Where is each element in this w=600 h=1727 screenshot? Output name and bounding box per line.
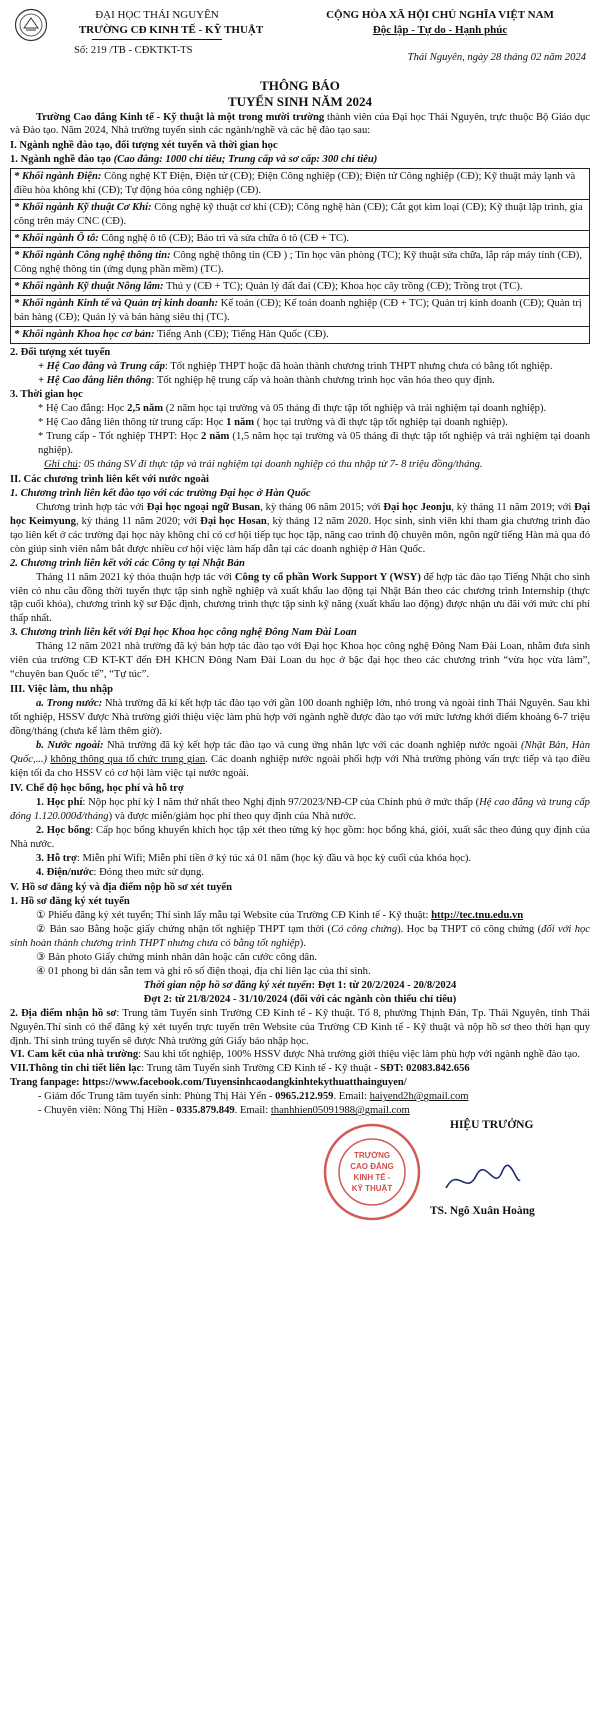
signer-title: HIỆU TRƯỞNG: [450, 1119, 534, 1132]
staff-phone: 0335.879.849: [176, 1105, 235, 1117]
doc-item-4: ④ 01 phong bì dán sẵn tem và ghi rõ số điện thoại, địa chỉ liên lạc của thí sinh.: [36, 965, 371, 977]
majors-row: [11, 279, 590, 296]
major-group-list: Tiếng Anh (CĐ); Tiếng Hàn Quốc (CĐ).: [154, 329, 329, 341]
document-title: [10, 78, 590, 111]
partner-name: Đại học ngoại ngữ Busan: [146, 501, 261, 513]
utilities-text: : Đóng theo mức sử dụng.: [93, 866, 204, 878]
signature-block: [10, 1118, 590, 1218]
intro-paragraph: [10, 111, 590, 139]
duration-college-c: (2 năm học tại trường và 05 tháng đi thực tập tốt nghiệp và trải nghiệm tại doanh nghiệp).: [163, 402, 547, 414]
tuition-amount: Hệ cao đẳng và trung cấp đóng 1.120.000đ/tháng: [10, 797, 590, 822]
paragraph-text: để hợp tác đào tạo Tiếng Nhật cho sinh viên có nhu cầu đồng thời tuyển thực tập sinh nghề nghiệp và xuất khẩu lao động tại Nhật Bản theo các chương trình Internship (thực tập cuối khóa), chương trình kỹ sư Đặc định, chương trình thực tập sinh kỹ năng (xuất khẩu lao động) được nhận ưu đãi với mức chi phí thấp nhất.: [10, 571, 591, 625]
commitment-text: : Sau khi tốt nghiệp, 100% HSSV được Nhà trường giới thiệu việc làm phù hợp với ngành nghề đào tạo.: [138, 1049, 580, 1061]
school-name: TRƯỜNG CĐ KINH TẾ - KỸ THUẬT: [78, 23, 264, 36]
major-group-label: * Khối ngành Kỹ thuật Nông lâm:: [14, 281, 164, 293]
header-divider: [92, 39, 222, 40]
doc-item-3: ③ Bản photo Giấy chứng minh nhân dân hoặc căn cước công dân.: [36, 951, 318, 963]
duration-intermediate-years: 2 năm: [201, 430, 230, 442]
doc-item-2-a: ② Bản sao Bằng hoặc giấy chứng nhận tốt nghiệp THPT tạm thời (: [36, 923, 332, 935]
applicant-transfer: [10, 374, 590, 388]
jobs-abroad: [10, 739, 590, 781]
jobs-domestic-label: a. Trong nước:: [36, 698, 103, 710]
applicant-transfer-label: + Hệ Cao đẳng liên thông: [38, 374, 152, 386]
majors-cell: [11, 296, 590, 327]
partner-name: Đại học Jeonju: [383, 501, 452, 513]
director-email-label: . Email:: [333, 1091, 370, 1103]
jobs-abroad-text-1: Nhà trường đã ký kết hợp tác đào tạo và cung ứng nhân lực với các doanh nghiệp nước ngoài: [103, 740, 521, 752]
duration-intermediate-a: * Trung cấp - Tốt nghiệp THPT: Học: [38, 430, 201, 442]
applicant-college-label: + Hệ Cao đẳng và Trung cấp: [38, 361, 165, 372]
issue-date: Thái Nguyên, ngày 28 tháng 02 năm 2024: [407, 52, 586, 64]
fanpage-line[interactable]: Trang fanpage: https://www.facebook.com/Tuyensinhcaodangkinhtekythuatthainguyen/: [10, 1077, 407, 1089]
majors-cell: [11, 279, 590, 296]
duration-transfer-a: * Hệ Cao đẳng liên thông từ trung cấp: Học: [38, 416, 227, 428]
contact-paragraph: [10, 1062, 590, 1076]
deadline-label: Thời gian nộp hồ sơ đăng ký xét tuyển: [143, 979, 312, 991]
section-2-heading: II. Các chương trình liên kết với nước ngoài: [10, 473, 209, 485]
staff-email-label: . Email:: [234, 1105, 271, 1117]
contact-number: VII.: [10, 1063, 29, 1075]
major-group-list: Kế toán (CĐ); Kế toán doanh nghiệp (CĐ + TC); Quản trị kinh doanh (CĐ); Quản trị bán hàng (CĐ); Quản lý và bán hàng siêu thị (TC).: [14, 298, 582, 324]
utilities-paragraph: [10, 866, 590, 880]
paragraph-text: Chương trình hợp tác với: [36, 501, 147, 513]
location-paragraph: [10, 1007, 590, 1049]
note-text: : 05 tháng SV đi thực tập và trải nghiệm tại doanh nghiệp có thu nhập từ 7- 8 triệu đồng/tháng.: [77, 458, 483, 470]
utilities-label: 4. Điện/nước: [36, 866, 94, 878]
location-text: : Trung tâm Tuyển sinh Trường CĐ Kinh tế - Kỹ thuật. Tổ 8, phường Thịnh Đán, Tp. Thái Nguyên, tỉnh Thái Nguyên.Thí sinh có thể đăng ký xét tuyển trực tuyến trên Website của Trường CĐ Kinh tế - Kỹ thuật và nộp hồ sơ theo thời hạn quy định. Thí sinh trúng tuyển sẽ được Nhà trường gửi Giấy báo nhập học.: [10, 1007, 590, 1047]
contact-staff: [10, 1104, 590, 1118]
intro-bold: Trường Cao đẳng Kinh tế - Kỹ thuật là một trong mười trường: [36, 111, 325, 123]
handwritten-signature-icon: [442, 1162, 522, 1198]
major-group-list: Công nghệ KT Điện, Điện tử (CĐ); Điện Công nghiệp (CĐ); Điện tử Công nghiệp (CĐ); Kỹ thuật máy lạnh và điều hòa không khí (CĐ); Tự động hóa công nghiệp (CĐ).: [14, 171, 576, 197]
duration-college-a: * Hệ Cao đẳng: Học: [38, 402, 128, 414]
duration-transfer-c: ( học tại trường và đi thực tập tốt nghiệp tại doanh nghiệp).: [254, 416, 508, 428]
taiwan-heading: 3. Chương trình liên kết với Đại học Khoa học công nghệ Đông Nam Đài Loan: [10, 627, 357, 639]
director-name: - Giám đốc Trung tâm tuyển sinh: Phùng Thị Hải Yến -: [38, 1091, 276, 1103]
scholarship-text: : Cấp học bổng khuyến khích học tập xét theo từng kỳ học gồm: học bổng khá, giỏi, xuất sắc theo đúng quy định của Nhà nước.: [10, 824, 590, 850]
major-group-label: * Khối ngành Khoa học cơ bản:: [14, 329, 155, 341]
major-group-label: * Khối ngành Kinh tế và Quản trị kinh doanh:: [14, 298, 219, 310]
partner-name: Đại học Keimyung: [10, 501, 591, 527]
korea-paragraph: [10, 501, 590, 557]
paragraph-text: , kỳ tháng 06 năm 2015; với: [260, 501, 384, 513]
major-group-list: Công nghệ ô tô (CĐ); Bảo trì và sửa chữa ô tô (CĐ + TC).: [98, 233, 350, 245]
jobs-domestic: [10, 697, 590, 739]
note-label: Ghi chú: [44, 458, 78, 470]
major-group-label: * Khối ngành Công nghệ thông tin:: [14, 250, 171, 262]
tuition-text-a: : Nộp học phí kỳ I năm thứ nhất theo Nghị định 97/2023/NĐ-CP của Chính phủ ở mức thấp (: [82, 797, 480, 809]
section-5-heading: V. Hồ sơ đăng ký và địa điểm nộp hồ sơ xét tuyển: [10, 881, 232, 893]
tuition-paragraph: [10, 796, 590, 824]
majors-row: [11, 169, 590, 200]
title-line-1: THÔNG BÁO: [260, 78, 340, 93]
jobs-abroad-label: b. Nước ngoài:: [36, 740, 104, 752]
doc-item-2: [10, 923, 590, 951]
majors-row: [11, 200, 590, 231]
svg-text:TRƯỜNG: TRƯỜNG: [353, 1151, 391, 1161]
paragraph-text: , kỳ tháng 12 năm 2020. Học sinh, sinh viên khi tham gia chương trình đào tạo liên kết ở các trường đại học này không chỉ có cơ hội tiếp tục học tập, nâng cao trình độ chuyên môn, ngôn ngữ tiếng Hàn mà qua đó còn giúp sinh viên nắm bắt được nhiều cơ hội việc làm hấp dẫn tại các doanh nghiệp ở Hàn Quốc.: [10, 515, 590, 555]
contact-label: Thông tin chi tiết liên lạc: [28, 1063, 142, 1075]
staff-name: - Chuyên viên: Nông Thị Hiền -: [38, 1105, 177, 1117]
majors-cell: [11, 169, 590, 200]
paragraph-text: , kỳ tháng 11 năm 2019; với: [451, 501, 575, 513]
scholarship-paragraph: [10, 824, 590, 852]
school-logo-icon: [14, 8, 48, 42]
nation-block: [290, 8, 590, 65]
tuition-text-b: ) và được miễn/giảm học phí theo quy định của Nhà nước.: [108, 811, 357, 822]
website-link[interactable]: http://tec.tnu.edu.vn: [431, 909, 524, 921]
majors-heading-label: 1. Ngành nghề đào tạo: [10, 154, 111, 166]
contact-director: [10, 1090, 590, 1104]
majors-cell: [11, 327, 590, 344]
contact-text: : Trung tâm Tuyển sinh Trường CĐ Kinh tế - Kỹ thuật -: [141, 1063, 381, 1075]
major-group-label: * Khối ngành Điện:: [14, 171, 102, 183]
official-seal-icon: [322, 1122, 422, 1222]
applicant-college: [10, 360, 590, 374]
contact-phone: SĐT: 02083.842.656: [380, 1063, 470, 1075]
title-line-2: TUYỂN SINH NĂM 2024: [227, 94, 373, 110]
jobs-domestic-text: Nhà trường đã kí kết hợp tác đào tạo với gần 100 doanh nghiệp lớn, nhỏ trong và ngoài tỉnh Thái Nguyên. Sau khi tốt nghiệp, HSSV được Nhà trường giới thiệu việc làm phù hợp với ngành nghề được đào tạo với mức lương khởi điểm khoảng 6-7 triệu đồng/tháng (chưa kể làm thêm giờ).: [10, 698, 590, 738]
issuer-block: [10, 8, 270, 58]
deadline-round-1: : Đợt 1: từ 20/2/2024 - 20/8/2024: [311, 979, 457, 991]
duration-heading: 3. Thời gian học: [10, 388, 83, 400]
applicant-transfer-text: : Tốt nghiệp hệ trung cấp và hoàn thành chương trình học văn hóa theo quy định.: [151, 374, 495, 386]
tuition-label: 1. Học phí: [36, 797, 83, 809]
svg-text:KINH TẾ -: KINH TẾ -: [353, 1173, 391, 1183]
support-label: 3. Hỗ trợ: [36, 852, 77, 864]
deadline-1: [10, 979, 590, 993]
korea-heading: 1. Chương trình liên kết đào tạo với các trường Đại học ở Hàn Quốc: [10, 487, 311, 499]
majors-row: [11, 231, 590, 248]
svg-text:KỸ THUẬT: KỸ THUẬT: [351, 1184, 393, 1194]
section-3-heading: III. Việc làm, thu nhập: [10, 684, 114, 696]
section-1-heading: I. Ngành nghề đào tạo, đối tượng xét tuyển và thời gian học: [10, 140, 278, 152]
major-group-list: Thú y (CĐ + TC); Quản lý đất đai (CĐ); Khoa học cây trồng (CĐ); Trồng trọt (TC).: [163, 281, 523, 293]
duration-transfer: [10, 416, 590, 430]
japan-heading: 2. Chương trình liên kết với các Công ty tại Nhật Bản: [10, 557, 245, 569]
jobs-abroad-text-3: . Các doanh nghiệp nước ngoài phối hợp với Nhà trường phỏng vấn trực tiếp và tạo điều kiện tối đa cho HSSV có cơ hội làm việc tại nước ngoài.: [10, 754, 590, 780]
doc-item-2-condition: đối với học sinh hoàn thành chương trình THPT nhưng chưa có bằng tốt nghiệp: [10, 923, 590, 949]
doc-item-2-b: ). Học bạ THPT có công chứng (: [397, 923, 542, 935]
duration-intermediate-c: (1,5 năm học tại trường và 05 tháng đi thực tập tốt nghiệp và trải nghiệm tại doanh nghiệp).: [38, 430, 591, 456]
nation-name: CỘNG HÒA XÃ HỘI CHỦ NGHĨA VIỆT NAM: [326, 9, 554, 21]
location-label: 2. Địa điểm nhận hồ sơ: [10, 1007, 117, 1019]
partner-name: Đại học Hosan: [200, 515, 267, 527]
doc-item-2-notarized: Có công chứng: [331, 923, 398, 935]
document-header: [10, 8, 590, 68]
support-paragraph: [10, 852, 590, 866]
documents-heading: 1. Hồ sơ đăng ký xét tuyển: [10, 895, 130, 907]
paragraph-text: Tháng 11 năm 2021 ký thỏa thuận hợp tác với: [36, 571, 235, 583]
japan-paragraph: [10, 571, 590, 627]
jobs-abroad-no-intermediary: không thông qua tổ chức trung gian: [50, 754, 206, 766]
duration-transfer-years: 1 năm: [226, 416, 255, 428]
duration-college-years: 2,5 năm: [127, 402, 164, 414]
deadline-2: Đợt 2: từ 21/8/2024 - 31/10/2024 (đối với các ngành còn thiếu chỉ tiêu): [143, 993, 457, 1005]
major-group-label: * Khối ngành Kỹ thuật Cơ Khí:: [14, 202, 152, 214]
support-text: : Miễn phí Wifi; Miễn phí tiền ở ký túc xá 01 năm (học kỳ đầu và học kỳ cuối của khóa học).: [76, 852, 472, 864]
commitment-paragraph: [10, 1048, 590, 1062]
majors-quota: (Cao đẳng: 1000 chỉ tiêu; Trung cấp và sơ cấp: 300 chỉ tiêu): [113, 154, 378, 166]
majors-heading: [10, 153, 590, 167]
svg-text:CAO ĐẲNG: CAO ĐẲNG: [350, 1162, 394, 1172]
partner-name: Công ty cổ phần Work Support Y (WSY): [234, 571, 421, 583]
majors-row: [11, 327, 590, 344]
majors-cell: [11, 231, 590, 248]
director-phone: 0965.212.959: [275, 1091, 334, 1103]
scholarship-label: 2. Học bổng: [36, 824, 91, 836]
duration-note: [10, 458, 590, 472]
signer-name: TS. Ngô Xuân Hoàng: [430, 1205, 535, 1218]
doc-item-1-text: ① Phiếu đăng ký xét tuyển; Thí sinh lấy mẫu tại Website của Trường CĐ Kinh tế - Kỹ thuật:: [36, 909, 429, 921]
major-group-list: Công nghệ thông tin (CĐ ) ; Tin học văn phòng (TC); Kỹ thuật sửa chữa, lắp ráp máy tính (CĐ), Công nghệ thông tin (ứng dụng phần mềm) (TC).: [14, 250, 582, 276]
majors-row: [11, 248, 590, 279]
director-email-link[interactable]: haiyend2h@gmail.com: [369, 1091, 469, 1103]
majors-table: [10, 168, 590, 344]
document-number: Số: 219 /TB - CĐKTKT-TS: [74, 45, 193, 57]
major-group-label: * Khối ngành Ô tô:: [14, 233, 99, 245]
section-4-heading: IV. Chế độ học bổng, học phí và hỗ trợ: [10, 783, 184, 795]
notice-document: [10, 0, 590, 1218]
nation-motto: Độc lập - Tự do - Hạnh phúc: [372, 23, 508, 36]
duration-college: [10, 402, 590, 416]
applicants-heading: 2. Đối tượng xét tuyển: [10, 347, 111, 359]
university-name: ĐẠI HỌC THÁI NGUYÊN: [95, 9, 219, 21]
taiwan-paragraph: Tháng 12 năm 2021 nhà trường đã ký bản hợp tác đào tạo với Đại học Khoa học công nghệ Đông Nam Đài Loan, nhằm đưa sinh viên của trường CĐ KT-KT đến ĐH KHCN Đông Nam Đài Loan du học ở bậc đại học theo các chương trình “vừa học vừa làm”, “chuyên ban Quốc tế”, “Tự túc”.: [10, 641, 590, 681]
intro-rest: thành viên của Đại học Thái Nguyên, trực thuộc Bộ Giáo dục và Đào tạo. Năm 2024, Nhà trường tuyển sinh các ngành/nghề và các hệ đào tạo sau:: [10, 111, 590, 137]
major-group-list: Công nghệ kỹ thuật cơ khí (CĐ); Công nghệ hàn (CĐ); Cắt gọt kim loại (CĐ); Kỹ thuật lập trình, gia công trên máy CNC (CĐ).: [14, 202, 583, 228]
majors-cell: [11, 248, 590, 279]
duration-intermediate: [10, 430, 590, 458]
staff-email-link[interactable]: thanhhien05091988@gmail.com: [270, 1105, 410, 1117]
commitment-label: VI. Cam kết của nhà trường: [10, 1049, 139, 1061]
paragraph-text: , kỳ tháng 11 năm 2020; với: [75, 515, 201, 527]
applicant-college-text: : Tốt nghiệp THPT hoặc đã hoàn thành chương trình THPT nhưng chưa có bằng tốt nghiệp.: [164, 361, 553, 372]
doc-item-2-c: ).: [299, 937, 306, 949]
majors-row: [11, 296, 590, 327]
jobs-abroad-countries: (Nhật Bản, Hàn Quốc,...): [10, 740, 591, 766]
doc-item-1: [10, 909, 590, 923]
majors-cell: [11, 200, 590, 231]
